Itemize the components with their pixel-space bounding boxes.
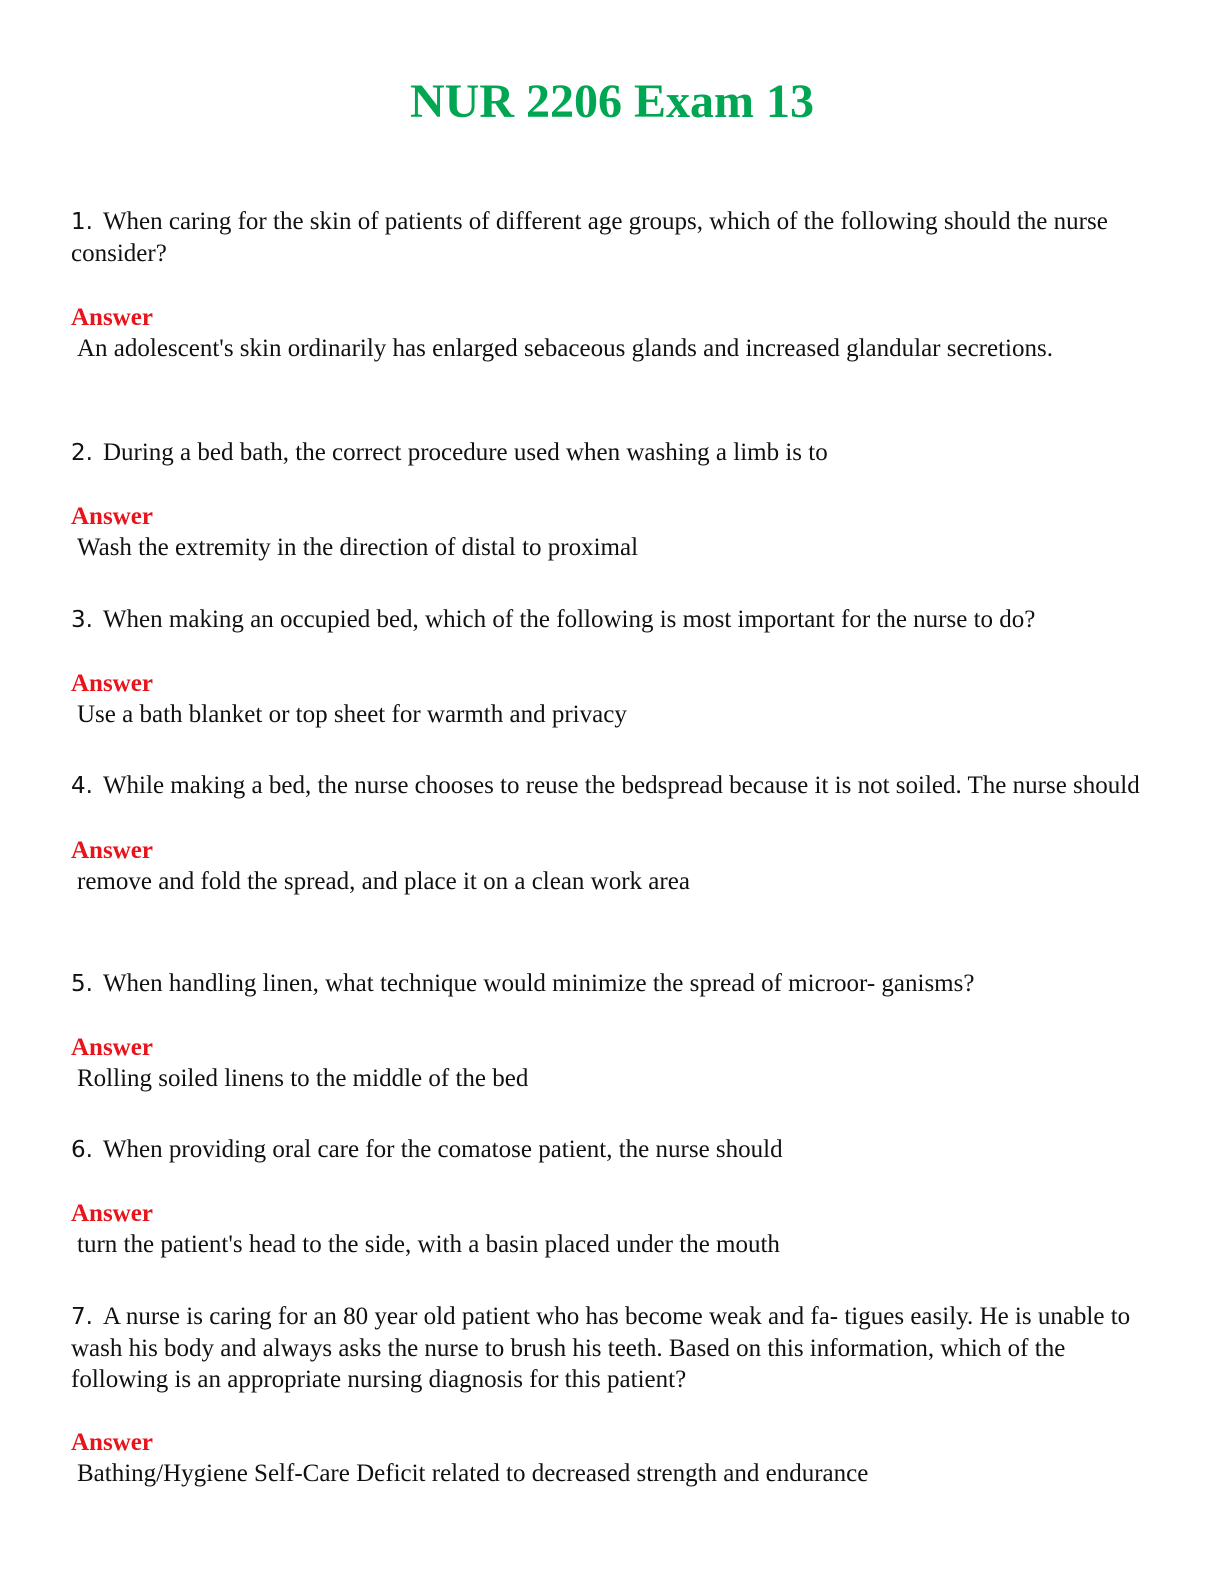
answer-label: Answer (71, 304, 153, 331)
question-3 (71, 604, 1151, 636)
answer-text: remove and fold the spread, and place it on a clean work area (77, 868, 690, 895)
question-number: 3. (71, 607, 93, 633)
question-number: 6. (71, 1137, 93, 1163)
question-text: A nurse is caring for an 80 year old patient who has become weak and fa- tigues easily. He is unable to wash his body and always asks the nurse to brush his teeth. Based on this information, which of the following is an appropriate nursing diagnosis for this patient? (71, 1303, 1131, 1393)
question-5 (71, 968, 1151, 1000)
answer-text: Rolling soiled linens to the middle of the bed (77, 1065, 529, 1092)
qa-item-1 (71, 206, 1151, 364)
answer-label: Answer (71, 670, 153, 697)
qa-item-5 (71, 968, 1151, 1094)
answer-text: An adolescent's skin ordinarily has enlarged sebaceous glands and increased glandular secretions. (77, 335, 1053, 362)
question-4 (71, 770, 1151, 802)
qa-item-6 (71, 1134, 1151, 1260)
question-number: 4. (71, 773, 93, 799)
question-text: When handling linen, what technique would minimize the spread of microor- ganisms? (102, 970, 975, 997)
answer-label: Answer (71, 1200, 153, 1227)
answer-text: turn the patient's head to the side, with a basin placed under the mouth (77, 1231, 780, 1258)
question-text: When providing oral care for the comatose patient, the nurse should (102, 1136, 783, 1163)
qa-item-4 (71, 770, 1151, 897)
qa-item-7 (71, 1301, 1151, 1489)
qa-item-3 (71, 604, 1151, 730)
answer-text: Bathing/Hygiene Self-Care Deficit related to decreased strength and endurance (77, 1460, 869, 1487)
answer-label: Answer (71, 1429, 153, 1456)
page-title: NUR 2206 Exam 13 (410, 75, 814, 128)
question-1 (71, 206, 1151, 269)
question-text: When caring for the skin of patients of different age groups, which of the following should the nurse consider? (71, 208, 1108, 267)
answer-label: Answer (71, 837, 153, 864)
question-text: While making a bed, the nurse chooses to reuse the bedspread because it is not soiled. The nurse should (102, 772, 1140, 799)
qa-item-2 (71, 437, 1151, 563)
question-text: During a bed bath, the correct procedure used when washing a limb is to (102, 439, 828, 466)
question-number: 5. (71, 971, 93, 997)
answer-label: Answer (71, 503, 153, 530)
question-number: 2. (71, 440, 93, 466)
question-number: 1. (71, 209, 93, 235)
answer-text: Use a bath blanket or top sheet for warmth and privacy (77, 701, 627, 728)
question-6 (71, 1134, 1151, 1166)
answer-label: Answer (71, 1034, 153, 1061)
answer-text: Wash the extremity in the direction of distal to proximal (77, 534, 639, 561)
question-2 (71, 437, 1151, 469)
question-text: When making an occupied bed, which of the following is most important for the nurse to do? (102, 606, 1036, 633)
question-number: 7. (71, 1304, 93, 1330)
question-7 (71, 1301, 1151, 1395)
